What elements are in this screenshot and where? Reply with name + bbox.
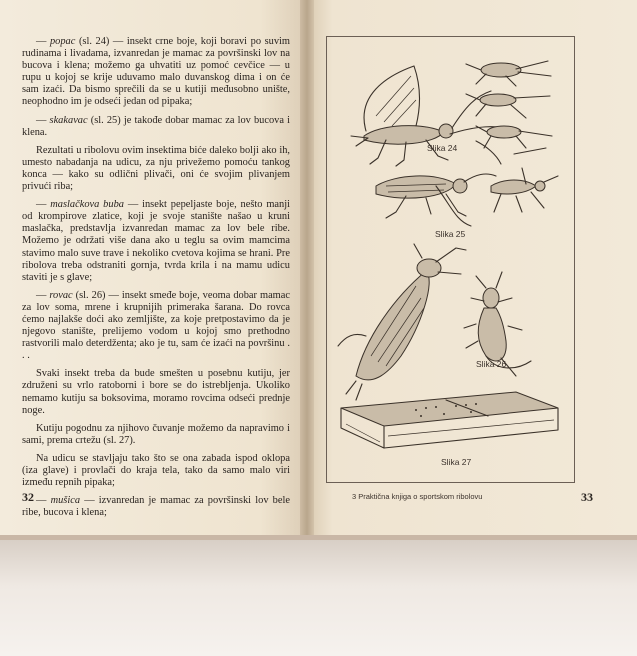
right-page-number: 33 <box>581 490 593 504</box>
book-gutter <box>300 0 314 535</box>
paragraph-text: (sl. 26) — insekt smeđe boje, veoma dobar mamac za lov soma, mrene i krupnijih primeraka šarana. Do rovca ćemo najlakše doći ako zemljište, za koje pretpostavimo da je njegovo stanište, prelijemo vodom u kojoj smo prethodno rastvorili malo deterdženta; ako je tu, sam će izaći na površinu . . . <box>22 289 290 362</box>
paragraph-text: — <box>36 36 50 47</box>
italic-term: popac <box>49 36 76 47</box>
paragraph-text: — izvanredan je mamac za površinski lov bele ribe, bucova i klena; <box>22 495 290 519</box>
book-footer-title: 3 Praktična knjiga o sportskom ribolovu <box>352 492 483 501</box>
italic-term: mušica <box>50 495 81 507</box>
body-paragraph <box>22 453 290 489</box>
italic-term: rovac <box>49 289 73 301</box>
italic-term: skakavac <box>49 114 88 126</box>
body-paragraph <box>22 115 290 139</box>
paragraph-text: Svaki insekt treba da bude smešten u posebnu kutiju, jer združeni su vrlo ratoborni i bore se do istrebljenja. Ukoliko nemamo kutiju sa boksovima, moramo rovcima odseći prednje noge. <box>22 368 290 416</box>
paragraph-text: (sl. 24) — insekt crne boje, koji boravi po suvim rudinama i livadama, izvanredan je mamac za površinski lov na bucova i klena; možemo ga uhvatiti uz pomoć cevčice — u rupu u kojoj se krije uduvamo malo duvanskog dima i on će sam izaći. Da bismo sprečili da se u kutiji međusobno unište, neophodno im je odseći jedan od pipaka; <box>22 36 290 108</box>
paragraph-text: — <box>36 114 50 126</box>
left-page-text <box>22 36 290 525</box>
mole-cricket-icon <box>338 244 466 400</box>
body-paragraph <box>22 423 290 447</box>
body-paragraph <box>22 495 290 519</box>
paragraph-text: Kutiju pogodnu za njihovo čuvanje možemo da napravimo i sami, prema crtežu (sl. 27). <box>22 422 290 446</box>
scan-background <box>0 540 637 656</box>
figure-24-caption: Slika 24 <box>427 143 458 153</box>
body-paragraph <box>22 290 290 363</box>
cricket-small-icon <box>466 61 552 164</box>
figure-27-caption: Slika 27 <box>441 457 472 467</box>
paragraph-text: — insekt pepeljaste boje, nešto manji od krompirove zlatice, koji je svoje stanište našao u kruni maslačka, predstavlja izvanredan mamac za lov bele ribe. Možemo je održati više dana ako u teglu sa ovim mamcima stavimo malo suve trave i nekoliko cvetova kojima se hrani. Pre ribolova treba odstraniti gornja, tvrda krila i na mamu udicu staviti je s glave; <box>22 199 290 283</box>
paragraph-text: Rezultati u ribolovu ovim insektima biće daleko bolji ako ih, umesto nabadanja na udicu, za nju privežemo pomoću tankog konca — kako su odlični plivači, oni će svojim plivanjem privući riba; <box>22 144 290 193</box>
figure-24-drawing <box>326 36 573 481</box>
italic-term: maslačkova buba <box>50 199 124 211</box>
paragraph-text: — <box>36 199 51 211</box>
figure-25-caption: Slika 25 <box>435 229 466 239</box>
body-paragraph <box>22 36 290 109</box>
body-paragraph <box>22 368 290 416</box>
grasshopper-small-icon <box>491 168 558 212</box>
body-paragraph <box>22 145 290 193</box>
paragraph-text: Na udicu se stavljaju tako što se ona zabada ispod oklopa (iza glave) i provlači do kraja tela, tako da samo malo viri između repnih pipaka; <box>22 452 290 489</box>
grasshopper-icon <box>376 174 496 226</box>
insect-box-icon <box>341 392 558 448</box>
left-page-number: 32 <box>22 490 34 504</box>
body-paragraph <box>22 199 290 284</box>
figure-26-caption: Slika 26 <box>476 359 507 369</box>
paragraph-text: (sl. 25) je takođe dobar mamac za lov bucova i klena. <box>22 114 290 138</box>
paragraph-text: — <box>36 289 50 301</box>
paragraph-text: — <box>36 495 51 507</box>
